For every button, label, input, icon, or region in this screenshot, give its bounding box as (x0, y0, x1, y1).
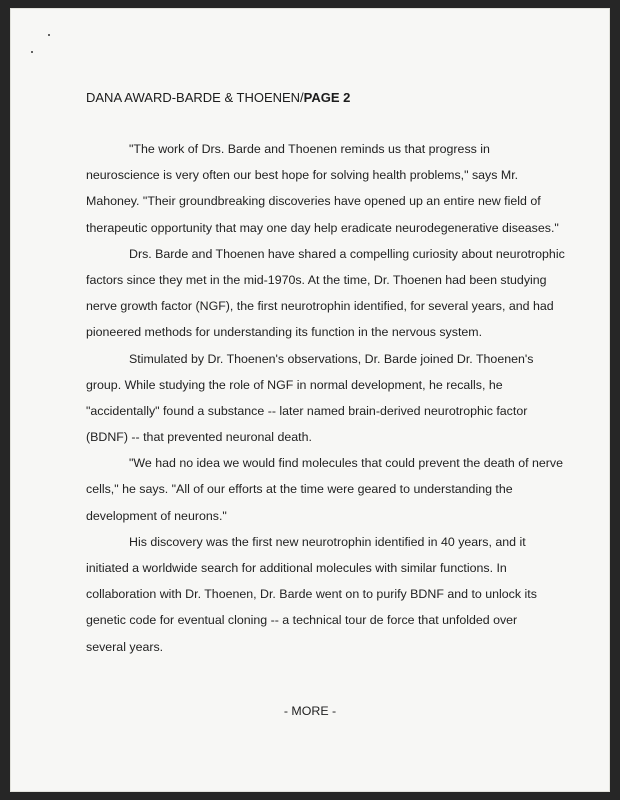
paragraph (86, 450, 586, 529)
text-line: therapeutic opportunity that may one day help eradicate neurodegenerative diseases." (86, 220, 559, 235)
text-line: "The work of Drs. Barde and Thoenen reminds us that progress in (129, 142, 490, 156)
text-line: cells," he says. "All of our efforts at the time were geared to understanding the (86, 482, 513, 497)
text-line: "accidentally" found a substance -- later named brain-derived neurotrophic factor (86, 403, 528, 418)
text-line: (BDNF) -- that prevented neuronal death. (86, 430, 312, 445)
paragraph (86, 241, 586, 346)
text-line: initiated a worldwide search for additional molecules with similar functions. In (86, 561, 507, 575)
text-line: pioneered methods for understanding its function in the nervous system. (86, 325, 483, 340)
text-line: genetic code for eventual cloning -- a technical tour de force that unfolded over (86, 613, 518, 628)
header-title: DANA AWARD-BARDE & THOENEN/ (86, 90, 304, 105)
header-page-number: PAGE 2 (303, 90, 351, 105)
text-line: several years. (86, 639, 164, 654)
text-line: Mahoney. "Their groundbreaking discoveries have opened up an entire new field of (86, 194, 541, 209)
body-text (86, 136, 586, 660)
text-line: group. While studying the role of NGF in normal development, he recalls, he (86, 377, 503, 392)
page-header (86, 90, 350, 105)
text-line: nerve growth factor (NGF), the first neurotrophin identified, for several years, and had (86, 299, 554, 314)
document-page (10, 8, 610, 792)
text-line: "We had no idea we would find molecules that could prevent the death of nerve (129, 456, 563, 471)
more-indicator: - MORE - (283, 704, 337, 718)
text-line: collaboration with Dr. Thoenen, Dr. Barde went on to purify BDNF and to unlock its (86, 587, 537, 602)
paragraph (86, 529, 586, 660)
text-line: development of neurons." (86, 508, 227, 523)
text-line: Stimulated by Dr. Thoenen's observations, Dr. Barde joined Dr. Thoenen's (129, 351, 534, 366)
paragraph (86, 136, 586, 241)
text-line: neuroscience is very often our best hope for solving health problems," says Mr. (86, 168, 519, 183)
paragraph (86, 346, 586, 451)
text-line: factors since they met in the mid-1970s. At the time, Dr. Thoenen had been studying (86, 272, 547, 287)
scan-speck (31, 51, 33, 53)
text-line: His discovery was the first new neurotrophin identified in 40 years, and it (129, 534, 526, 549)
text-line: Drs. Barde and Thoenen have shared a compelling curiosity about neurotrophic (129, 246, 565, 261)
scan-speck (48, 34, 50, 36)
